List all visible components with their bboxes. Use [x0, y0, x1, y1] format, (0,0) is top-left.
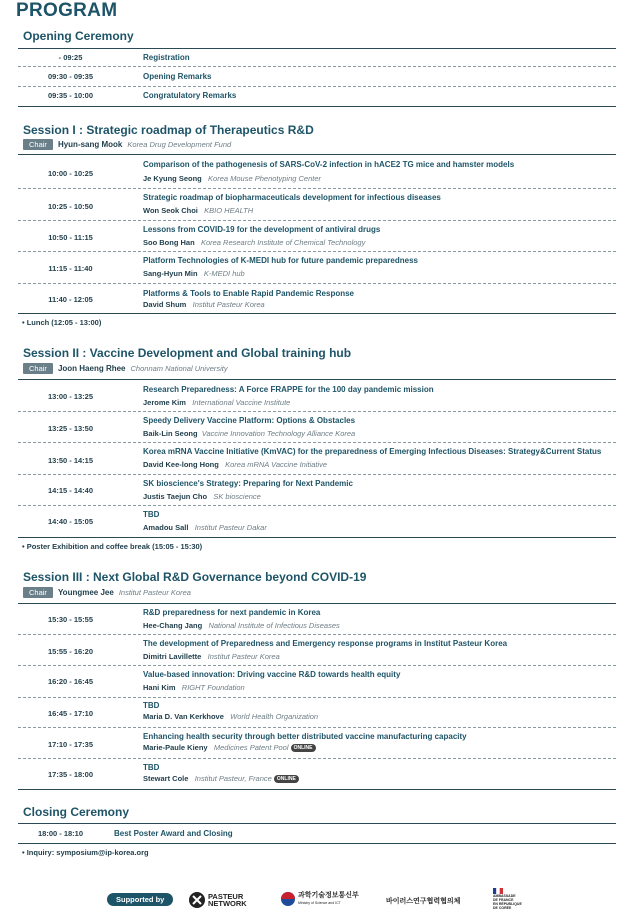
session-1-chair [23, 139, 231, 150]
row-time: 16:20 - 16:45 [47, 677, 94, 686]
speaker-org: Medicines Patent Pool [213, 743, 289, 752]
divider [18, 843, 616, 844]
speaker-name: Je Kyung Seong [143, 174, 202, 183]
divider [18, 86, 616, 87]
speaker-name: Hani Kim [143, 683, 176, 692]
speaker-name: Justis Taejun Cho [143, 492, 208, 501]
row-speaker [143, 652, 280, 661]
speaker-org: Korea Mouse Phenotyping Center [208, 174, 322, 183]
speaker-org: Institut Pasteur Korea [192, 300, 265, 309]
speaker-org: Korea mRNA Vaccine Initiative [225, 460, 328, 469]
row-title: The development of Preparedness and Emergency response programs in Institut Pasteur Korea [143, 639, 508, 648]
row-time: 13:25 - 13:50 [47, 424, 94, 433]
session-3-chair [23, 587, 191, 598]
row-time: 11:40 - 12:05 [48, 295, 93, 304]
closing-ceremony-title: Closing Ceremony [23, 805, 130, 819]
online-badge: ONLINE [274, 775, 299, 783]
row-title: Speedy Delivery Vaccine Platform: Options & Obstacles [143, 416, 356, 425]
speaker-org: Institut Pasteur Dakar [194, 523, 267, 532]
row-title: Korea mRNA Vaccine Initiative (KmVAC) for the preparedness of Emerging Infectious Diseases: Strategy&Current Status [143, 447, 602, 456]
divider [18, 48, 616, 49]
row-title: Congratulatory Remarks [143, 91, 237, 100]
program-title: PROGRAM [16, 0, 118, 21]
divider [18, 220, 616, 221]
chair-name: Youngmee Jee [57, 588, 114, 597]
divider [18, 789, 616, 790]
row-time: 17:10 - 17:35 [47, 740, 94, 749]
taegeuk-icon [280, 891, 296, 907]
row-speaker [143, 460, 327, 469]
speaker-org: SK bioscience [213, 492, 261, 501]
speaker-name: Marie-Paule Kieny [143, 743, 208, 752]
row-speaker [143, 683, 245, 692]
logo-text: 과학기술정보통신부 [297, 891, 359, 899]
divider [18, 697, 616, 698]
speaker-org: Korea Research Institute of Chemical Technology [200, 238, 366, 247]
divider [18, 106, 616, 107]
divider [18, 379, 616, 380]
row-title: Value-based innovation: Driving vaccine R&D towards health equity [143, 670, 401, 679]
row-speaker [143, 621, 340, 630]
row-title: TBD [143, 510, 160, 519]
divider [18, 634, 616, 635]
row-time: - 09:25 [58, 53, 83, 62]
logo-text: DE FRANCE [493, 898, 514, 902]
row-speaker [143, 743, 316, 752]
row-title: Best Poster Award and Closing [114, 829, 233, 838]
divider [18, 727, 616, 728]
row-title: R&D preparedness for next pandemic in Korea [143, 608, 321, 617]
row-title: Opening Remarks [143, 72, 212, 81]
divider [18, 537, 616, 538]
row-speaker [143, 398, 290, 407]
footer-sponsors [0, 888, 637, 912]
speaker-name: Jerome Kim [143, 398, 186, 407]
session-2-chair [23, 363, 228, 374]
chair-org: Chonnam National University [130, 364, 228, 373]
row-time: 10:50 - 11:15 [48, 233, 93, 242]
row-title: Registration [143, 53, 190, 62]
divider [18, 251, 616, 252]
row-time: 18:00 - 18:10 [37, 829, 84, 838]
pasteur-network-logo [188, 891, 247, 909]
virus-research-consortium-logo: 바이러스연구협력협의체 [386, 898, 461, 905]
row-time: 09:30 - 09:35 [47, 72, 94, 81]
divider [18, 603, 616, 604]
row-speaker [143, 269, 245, 278]
divider [18, 474, 616, 475]
logo-text: EN RÉPUBLIQUE [493, 902, 522, 906]
speaker-org: Vaccine Innovation Technology Alliance Korea [201, 429, 356, 438]
row-speaker [143, 774, 299, 783]
speaker-name: Amadou Sall [143, 523, 189, 532]
row-speaker [143, 206, 253, 215]
speaker-org: KBIO HEALTH [204, 206, 254, 215]
speaker-org: Institut Pasteur, France [194, 774, 272, 783]
logo-text: PASTEUR [207, 892, 244, 901]
divider [18, 823, 616, 824]
row-time: 14:40 - 15:05 [47, 517, 94, 526]
row-time: 17:35 - 18:00 [47, 770, 94, 779]
opening-ceremony-title: Opening Ceremony [23, 29, 134, 43]
row-title: TBD [143, 701, 160, 710]
chair-badge: Chair [23, 363, 53, 374]
row-time: 11:15 - 11:40 [48, 264, 93, 273]
speaker-name: Hee-Chang Jang [143, 621, 203, 630]
chair-name: Joon Haeng Rhee [57, 364, 126, 373]
divider [18, 313, 616, 314]
session-1-title: Session I : Strategic roadmap of Therapeutics R&D [23, 123, 314, 137]
speaker-org: International Vaccine Institute [192, 398, 291, 407]
divider [18, 411, 616, 412]
row-time: 10:25 - 10:50 [47, 202, 94, 211]
pasteur-network-icon [188, 891, 206, 909]
row-title: Research Preparedness: A Force FRAPPE for the 100 day pandemic mission [143, 385, 434, 394]
row-title: SK bioscience's Strategy: Preparing for Next Pandemic [143, 479, 353, 488]
lunch-note: • Lunch (12:05 - 13:00) [22, 318, 102, 327]
row-time: 13:00 - 13:25 [47, 392, 94, 401]
chair-badge: Chair [23, 587, 53, 598]
row-time: 14:15 - 14:40 [47, 486, 94, 495]
logo-text: DE CORÉE [493, 906, 512, 910]
french-embassy-logo [493, 888, 522, 910]
session-2-title: Session II : Vaccine Development and Global training hub [23, 346, 352, 360]
speaker-org: K-MEDI hub [203, 269, 245, 278]
speaker-name: Baik-Lin Seong [143, 429, 198, 438]
session-3-title: Session III : Next Global R&D Governance beyond COVID-19 [23, 570, 367, 584]
speaker-name: David Shum [143, 300, 187, 309]
row-time: 16:45 - 17:10 [47, 709, 94, 718]
divider [18, 154, 616, 155]
row-speaker [143, 300, 265, 309]
speaker-org: World Health Organization [230, 712, 319, 721]
inquiry-note: • Inquiry: symposium@ip-korea.org [22, 848, 149, 857]
divider [18, 442, 616, 443]
speaker-name: Stewart Cole [143, 774, 189, 783]
row-time: 13:50 - 14:15 [47, 456, 94, 465]
speaker-org: RIGHT Foundation [181, 683, 245, 692]
divider [18, 66, 616, 67]
speaker-name: Sang-Hyun Min [143, 269, 198, 278]
row-title: Comparison of the pathogenesis of SARS-CoV-2 infection in hACE2 TG mice and hamster models [143, 160, 515, 169]
row-title: Strategic roadmap of biopharmaceuticals development for infectious diseases [143, 193, 441, 202]
divider [18, 283, 616, 284]
row-title: Lessons from COVID-19 for the development of antiviral drugs [143, 225, 381, 234]
divider [18, 505, 616, 506]
speaker-org: National Institute of Infectious Diseases [208, 621, 340, 630]
supported-by-badge: Supported by [107, 893, 173, 906]
logo-text: Ministry of Science and ICT [297, 900, 341, 905]
logo-text: AMBASSADE [493, 894, 516, 898]
speaker-name: Won Seok Choi [143, 206, 198, 215]
row-speaker [143, 523, 267, 532]
coffee-break-note: • Poster Exhibition and coffee break (15:05 - 15:30) [22, 542, 203, 551]
row-time: 15:30 - 15:55 [47, 615, 94, 624]
row-speaker [143, 712, 318, 721]
logo-text: NETWORK [207, 899, 247, 908]
row-title: Platforms & Tools to Enable Rapid Pandemic Response [143, 289, 355, 298]
row-title: TBD [143, 763, 160, 772]
speaker-name: Dimitri Lavillette [143, 652, 202, 661]
chair-org: Korea Drug Development Fund [127, 140, 232, 149]
row-time: 09:35 - 10:00 [47, 91, 94, 100]
msit-logo [280, 891, 359, 907]
chair-badge: Chair [23, 139, 53, 150]
row-speaker [143, 429, 355, 438]
speaker-name: David Kee-long Hong [143, 460, 219, 469]
row-title: Enhancing health security through better distributed vaccine manufacturing capacity [143, 732, 467, 741]
divider [18, 665, 616, 666]
online-badge: ONLINE [291, 744, 316, 752]
row-time: 10:00 - 10:25 [47, 169, 94, 178]
divider [18, 188, 616, 189]
row-speaker [143, 492, 261, 501]
speaker-org: Institut Pasteur Korea [207, 652, 280, 661]
chair-org: Institut Pasteur Korea [118, 588, 191, 597]
speaker-name: Maria D. Van Kerkhove [143, 712, 224, 721]
row-title: Platform Technologies of K-MEDI hub for future pandemic preparedness [143, 256, 418, 265]
row-speaker [143, 174, 321, 183]
row-speaker [143, 238, 365, 247]
speaker-name: Soo Bong Han [143, 238, 195, 247]
row-time: 15:55 - 16:20 [47, 647, 94, 656]
chair-name: Hyun-sang Mook [57, 140, 123, 149]
divider [18, 758, 616, 759]
